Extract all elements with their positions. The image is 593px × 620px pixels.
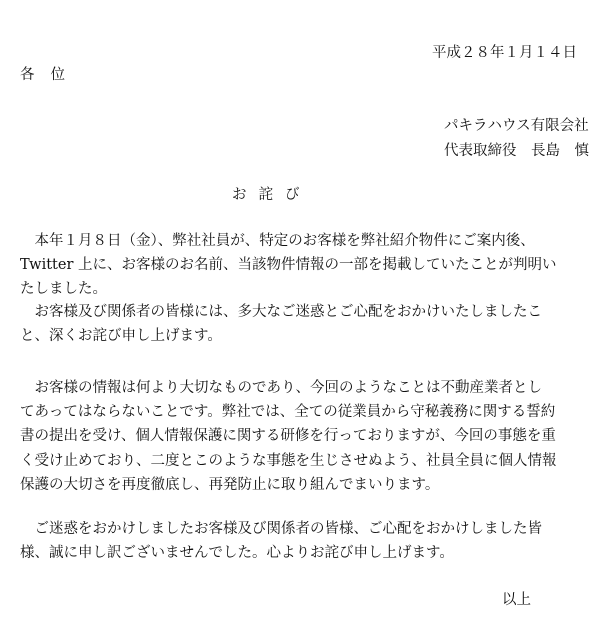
paragraph-line: 書の提出を受け、個人情報保護に関する研修を行っておりますが、今回の事態を重 [20,428,556,445]
paragraph-line: お客様及び関係者の皆様には、多大なご迷惑とご心配をおかけいたしましたこ [20,304,542,320]
paragraph-line: Twitter 上に、お客様のお名前、当該物件情報の一部を掲載していたことが判明い [20,257,557,274]
paragraph-line: お客様の情報は何より大切なものであり、今回のようなことは不動産業者とし [20,380,542,396]
paragraph-line: 本年１月８日（金）、弊社社員が、特定のお客様を弊社紹介物件にご案内後、 [20,233,535,249]
paragraph-line: く受け止めており、二度とこのような事態を生じさせぬよう、社員全員に個人情報 [20,452,557,469]
paragraph-line: 保護の大切さを再度徹底し、再発防止に取り組んでまいります。 [20,476,440,493]
paragraph-line: 様、誠に申し訳ございませんでした。心よりお詫び申し上げます。 [20,545,454,562]
paragraph-prevention [20,376,575,497]
sender-company: パキラハウス有限会社 [444,118,589,134]
paragraph-line: たしました。 [20,281,107,298]
paragraph-line: てあってはならないことです。弊社では、全ての従業員から守秘義務に関する誓約 [20,404,556,421]
addressee: 各位 [20,67,81,83]
closing-mark: 以上 [502,592,531,608]
paragraph-line: と、深くお詫び申し上げます。 [20,328,222,345]
letter-date: 平成２８年１月１４日 [432,45,577,61]
paragraph-incident [20,229,575,302]
letter-title: お詫び [232,187,312,203]
paragraph-closing-apology [20,517,575,565]
paragraph-apology [20,300,575,348]
sender-representative: 代表取締役 長島 慎 [444,143,589,159]
paragraph-line: ご迷惑をおかけしましたお客様及び関係者の皆様、ご心配をおかけしました皆 [20,521,542,537]
